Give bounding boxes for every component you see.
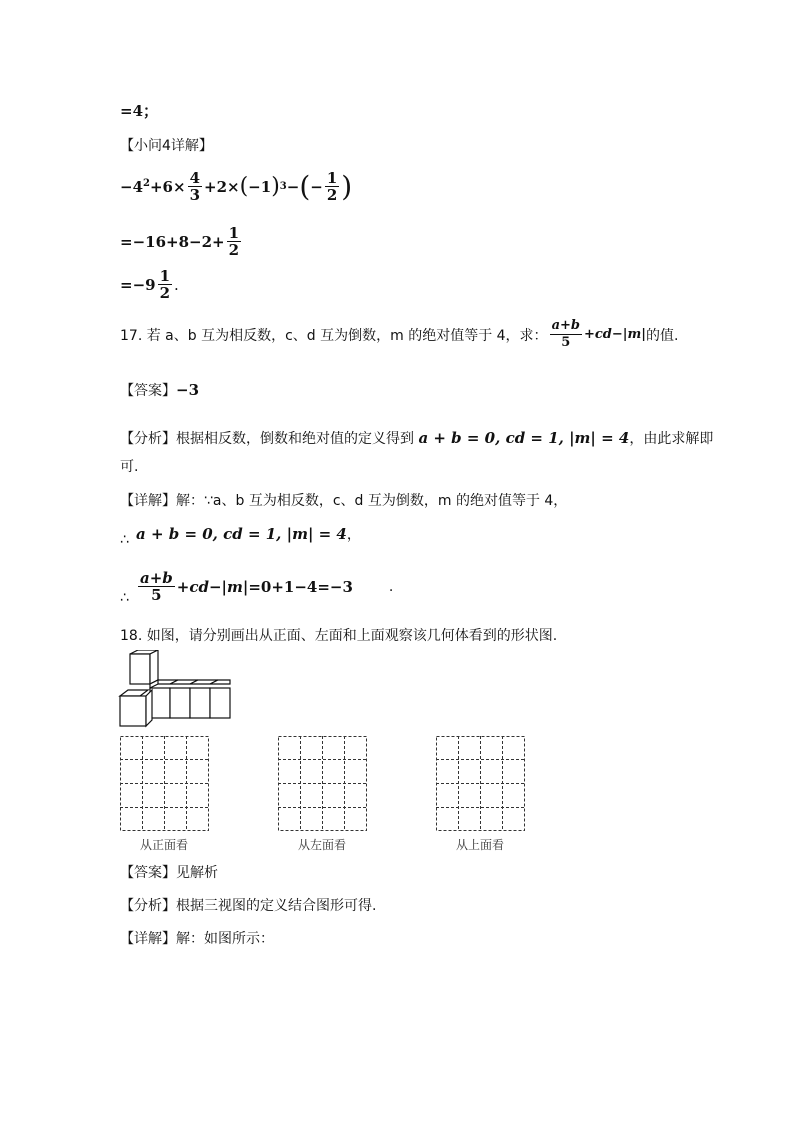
caption-front: 从正面看 bbox=[140, 838, 189, 852]
q17-question-suffix: 的值. bbox=[645, 327, 679, 344]
q18-analysis: 【分析】根据三视图的定义结合图形可得. bbox=[120, 898, 377, 914]
cube-figure bbox=[118, 650, 233, 730]
q17-expression: $\frac{a+b}{5}$ +cd−|m| bbox=[551, 318, 646, 350]
q4-expression: $-4^2+6\times$ $\frac{4}{3}$ +2× ( −1 ) 3 − ( − $\frac{1}{2}$ ) bbox=[120, 169, 353, 204]
result-line: =4； bbox=[120, 102, 159, 120]
q4-step1: =−16+8−2+ $\frac{1}{2}$ bbox=[120, 224, 240, 259]
q17-analysis-cont: 可. bbox=[120, 459, 139, 475]
q17-question-text: 17. 若 a、b 互为相反数，c、d 互为倒数，m 的绝对值等于 4，求： bbox=[120, 327, 548, 344]
q18-question: 18. 如图，请分别画出从正面、左面和上面观察该几何体看到的形状图. bbox=[120, 628, 558, 644]
q17-therefore2: $\frac{a+b}{5}$ +cd−|m| =0+1−4=−3 . bbox=[140, 569, 394, 604]
q17-question bbox=[120, 318, 678, 351]
therefore-symbol: ∴ bbox=[120, 590, 129, 606]
q17-analysis: 【分析】根据相反数，倒数和绝对值的定义得到 a + b = 0, cd = 1, |m| = 4，由此求解即 bbox=[120, 429, 714, 447]
left-view-grid bbox=[278, 736, 368, 832]
caption-top: 从上面看 bbox=[456, 838, 505, 852]
q17-detail: 【详解】解：∵a、b 互为相反数，c、d 互为倒数，m 的绝对值等于 4， bbox=[120, 493, 568, 509]
q18-answer: 【答案】见解析 bbox=[120, 865, 218, 881]
therefore-symbol: ∴ bbox=[120, 532, 129, 548]
q18-detail: 【详解】解：如图所示： bbox=[120, 931, 274, 947]
q4-step2: =−9 $\frac{1}{2}$ . bbox=[120, 267, 179, 302]
q4-heading: 【小问4详解】 bbox=[120, 138, 213, 154]
top-view-grid bbox=[436, 736, 526, 832]
caption-left: 从左面看 bbox=[298, 838, 347, 852]
front-view-grid bbox=[120, 736, 210, 832]
q17-answer: 【答案】−3 bbox=[120, 381, 200, 399]
q17-therefore1: a + b = 0, cd = 1, |m| = 4， bbox=[136, 525, 361, 543]
